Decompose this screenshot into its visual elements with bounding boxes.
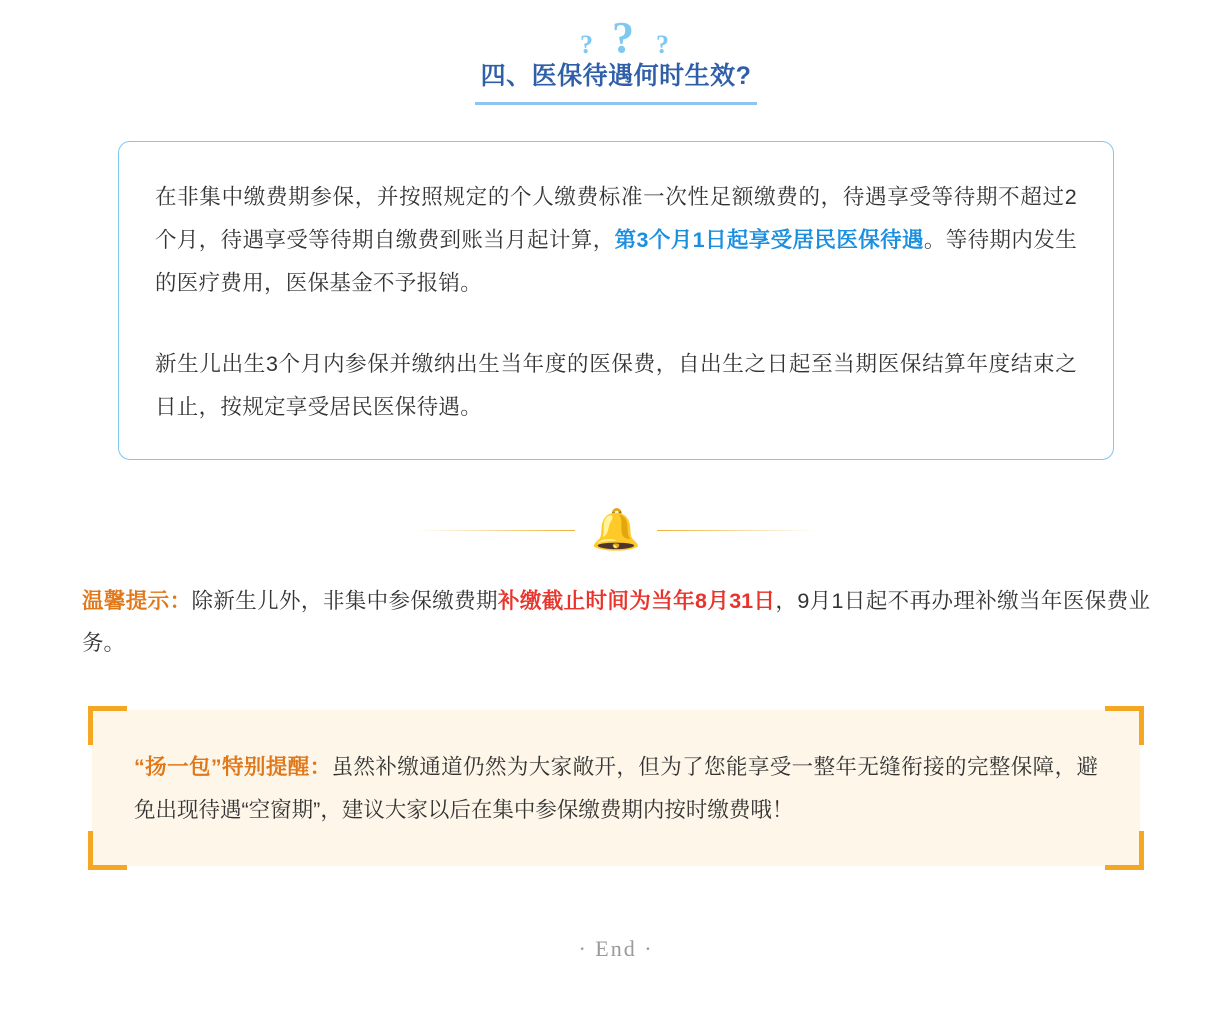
warm-tip-text-before: 除新生儿外，非集中参保缴费期 — [191, 589, 498, 613]
corner-bracket-bottom-right-icon — [1105, 831, 1144, 870]
special-notice-text: 虽然补缴通道仍然为大家敞开，但为了您能享受一整年无缝衔接的完整保障，避免出现待遇“空窗期”，建议大家以后在集中参保缴费期内按时缴费哦！ — [134, 755, 1098, 822]
page-title: 四、医保待遇何时生效? — [475, 56, 758, 105]
corner-bracket-top-left-icon — [88, 706, 127, 745]
special-notice-box — [92, 710, 1140, 866]
question-mark-icon-left: ? — [580, 30, 593, 59]
divider-line-left — [415, 530, 575, 531]
question-mark-icon-center: ? — [612, 13, 634, 62]
warm-tip-label: 温馨提示： — [82, 589, 192, 613]
warm-tip-highlight: 补缴截止时间为当年8月31日 — [497, 589, 776, 613]
paragraph-1-text-before: 在非集中缴费期参保，并按照规定的个人缴费标准一次性足额缴费的，待遇享受等待期不超过2个月，待遇享受等待期自缴费到账当月起计算， — [155, 185, 1077, 252]
card-paragraph-2: 新生儿出生3个月内参保并缴纳出生当年度的医保费，自出生之日起至当期医保结算年度结束之日止，按规定享受居民医保待遇。 — [155, 352, 1077, 419]
warm-tip-paragraph — [82, 580, 1150, 664]
corner-bracket-top-right-icon — [1105, 706, 1144, 745]
paragraph-1-highlight: 第3个月1日起享受居民医保待遇 — [614, 228, 924, 252]
card-paragraph-1 — [155, 176, 1077, 305]
special-notice-label: “扬一包”特别提醒： — [134, 755, 332, 779]
end-marker: · End · — [578, 936, 654, 961]
special-notice-paragraph — [134, 746, 1098, 832]
question-marks-decoration — [516, 14, 716, 62]
bell-icon: 🔔 — [591, 508, 641, 552]
content-card — [118, 141, 1114, 460]
section-divider — [0, 510, 1232, 550]
corner-bracket-bottom-left-icon — [88, 831, 127, 870]
paragraph-1-text-after: 。等待期内发生的医疗费用，医保基金不予报销。 — [155, 228, 1077, 295]
page-header — [0, 0, 1232, 105]
question-mark-icon-right: ? — [656, 30, 669, 59]
warm-tip-text-after: ，9月1日起不再办理补缴当年医保费业务。 — [82, 589, 1150, 655]
divider-line-right — [657, 530, 817, 531]
